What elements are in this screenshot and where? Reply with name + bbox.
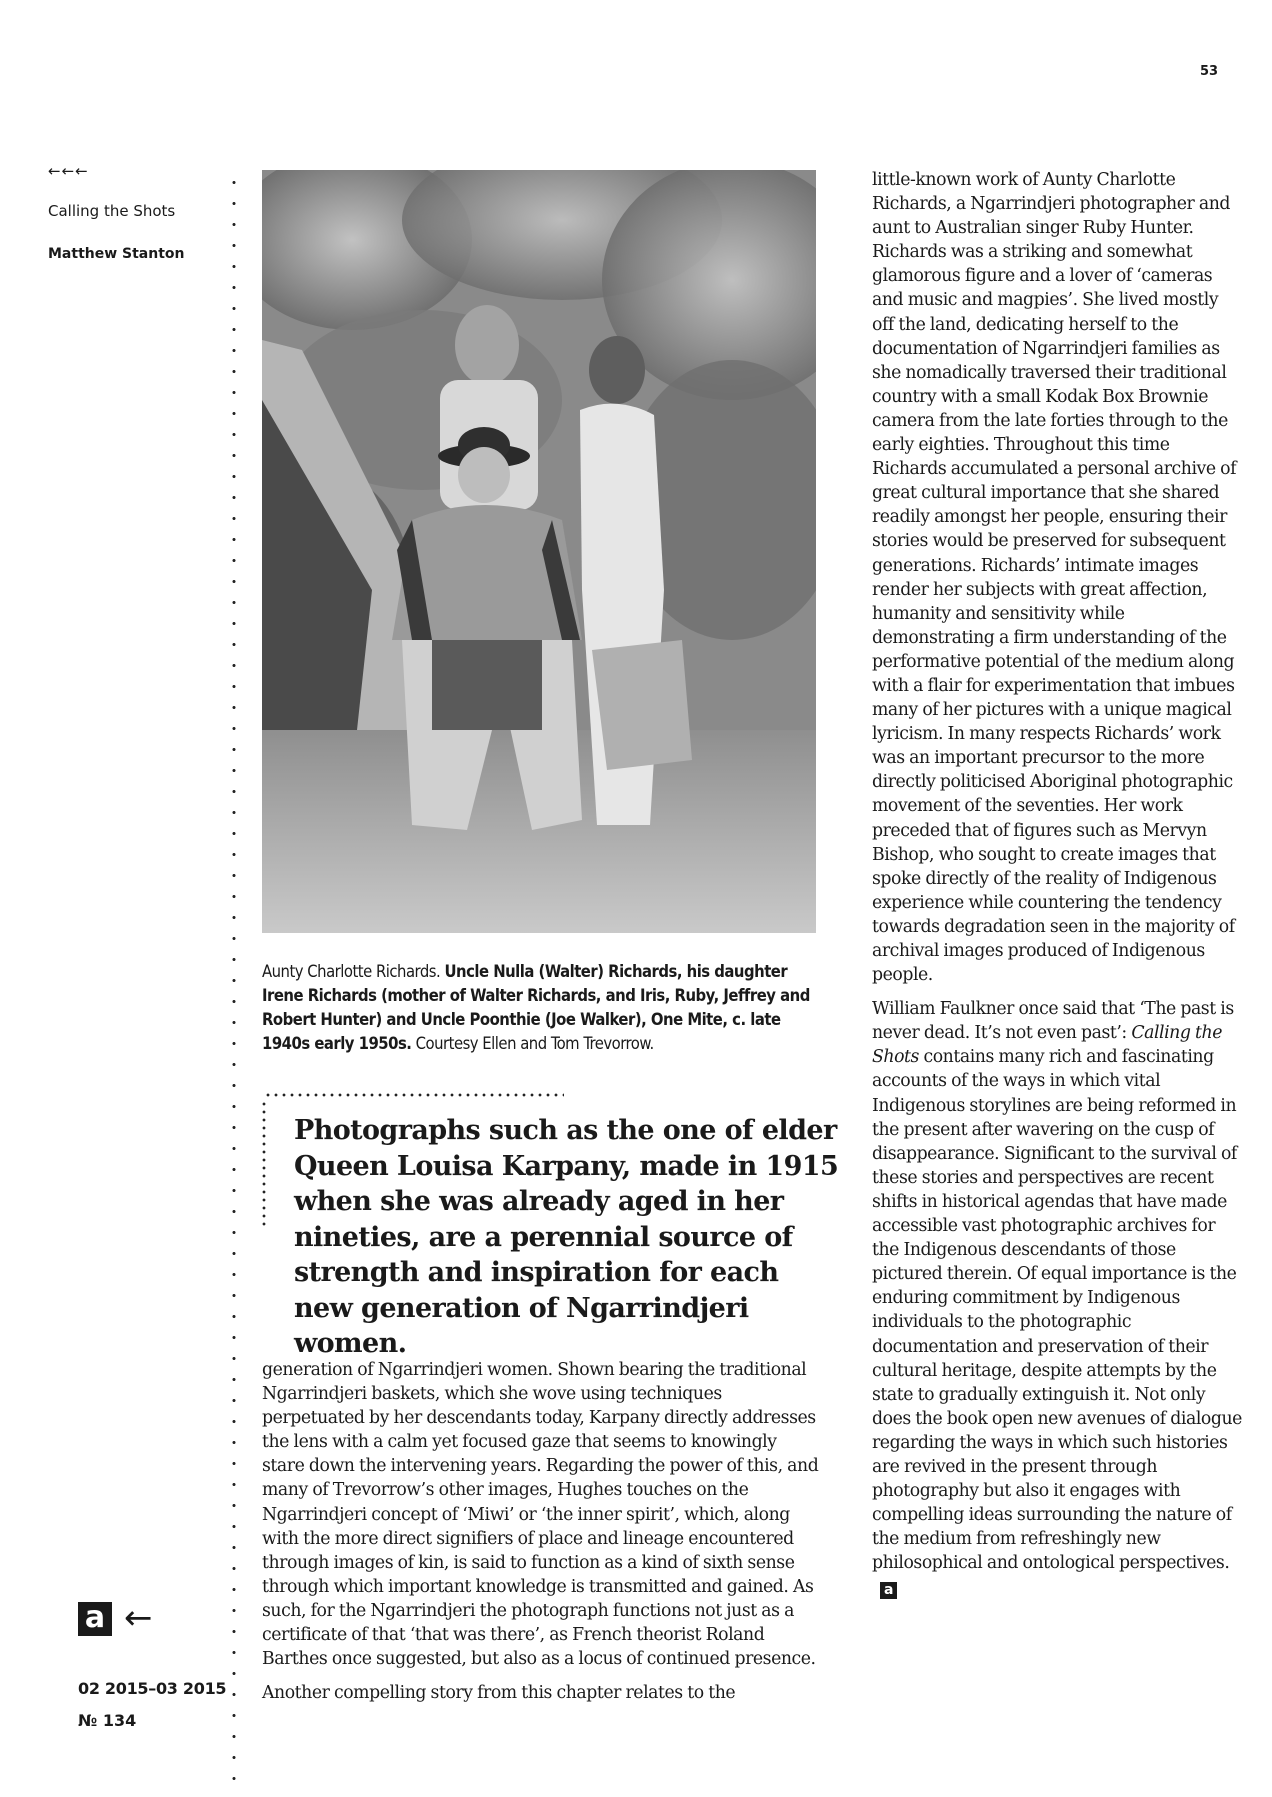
author-name: Matthew Stanton [48,246,185,262]
body-paragraph [872,997,1242,1599]
section-title: Calling the Shots [48,202,176,220]
body-paragraph: little-known work of Aunty Charlotte Richards, a Ngarrindjeri photographer and aunt to Australian singer Ruby Hunter. Richards was a striking and somewhat glamorous figure and a lover of ‘cameras and music and magpies’. She lived mostly off the land, dedicating herself to the documentation of Ngarrindjeri families as she nomadically traversed their traditional country with a small Kodak Box Brownie camera from the late forties through to the early eighties. Throughout this time Richards accumulated a personal archive of great cultural importance that she shared readily amongst her people, ensuring their stories would be preserved for subsequent generations. Richards’ intimate images render her subjects with great affection, humanity and sensitivity while demonstrating a firm understanding of the performative potential of the medium along with a flair for experimentation that imbues many of her pictures with a unique magical lyricism. In many respects Richards’ work was an important precursor to the more directly politicised Aboriginal photographic movement of the seventies. Her work preceded that of figures such as Mervyn Bishop, who sought to create images that spoke directly of the reality of Indigenous experience while countering the tendency towards degradation seen in the majority of archival images produced of Indigenous people. [872,170,1237,986]
pullquote-rule-top [264,1093,564,1097]
caption-credit: Courtesy Ellen and Tom Trevorrow. [411,1034,654,1053]
pullquote: Photographs such as the one of elder Queen Louisa Karpany, made in 1915 when she was already aged in her nineties, are a perennial source of strength and inspiration for each new generation of Ngarrindjeri women. [294,1115,839,1359]
body-column-right [872,168,1242,1600]
book-title: Calling the Shots [872,1023,1222,1068]
pullquote-rule-left [262,1100,266,1230]
caption-bold: Uncle Nulla (Walter) Richards, his daughter Irene Richards (mother of Walter Richards, and Iris, Ruby, Jeffrey and Robert Hunter) and Uncle Poonthie (Joe Walker), One Mite, c. late 1940s early 1950s. [262,962,810,1053]
magazine-logo-icon[interactable]: a [78,1602,112,1636]
archival-photograph [262,170,816,933]
body-column-left [262,1358,822,1705]
paragraph-rest: contains many rich and fascinating accounts of the ways in which vital Indigenous storylines are being reformed in the present after wavering on the cusp of disappearance. Significant to the survival of these stories and perspectives are recent shifts in historical agendas that have made accessible vast photographic archives for the Indigenous descendants of those pictured therein. Of equal importance is the enduring commitment by Indigenous individuals to the photographic documentation and preservation of their cultural heritage, despite attempts by the state to gradually extinguish it. Not only does the book open new avenues of dialogue regarding the ways in which such histories are revived in the present through photography but also it engages with compelling ideas surrounding the nature of the medium from refreshingly new philosophical and ontological perspectives. [872,1047,1242,1574]
issue-number: № 134 [78,1711,137,1730]
end-mark-icon: a [880,1582,897,1599]
back-arrow-icon[interactable]: ← [124,1598,153,1638]
back-arrows-icon[interactable]: ←←← [48,162,89,180]
page-number: 53 [1200,64,1219,79]
photo-caption [262,960,822,1056]
body-paragraph: generation of Ngarrindjeri women. Shown bearing the traditional Ngarrindjeri baskets, which she wove using techniques perpetuated by her descendants today, Karpany directly addresses the lens with a calm yet focused gaze that seems to knowingly stare down the intervening years. Regarding the power of this, and many of Trevorrow’s other images, Hughes touches on the Ngarrindjeri concept of ‘Miwi’ or ‘the inner spirit’, which, along with the more direct signifiers of place and lineage encountered through images of kin, is said to function as a kind of sixth sense through which important knowledge is transmitted and gained. As such, for the Ngarrindjeri the photograph functions not just as a certificate of that ‘that was there’, as French theorist Roland Barthes once suggested, but also as a locus of continued presence. [262,1360,819,1670]
body-paragraph: Another compelling story from this chapter relates to the [262,1683,736,1704]
issue-date: 02 2015–03 2015 [78,1679,227,1698]
paragraph-lead: William Faulkner once said that ‘The past is never dead. It’s not even past’: [872,999,1234,1044]
caption-lead: Aunty Charlotte Richards. [262,962,445,981]
dotted-divider [232,172,236,1796]
